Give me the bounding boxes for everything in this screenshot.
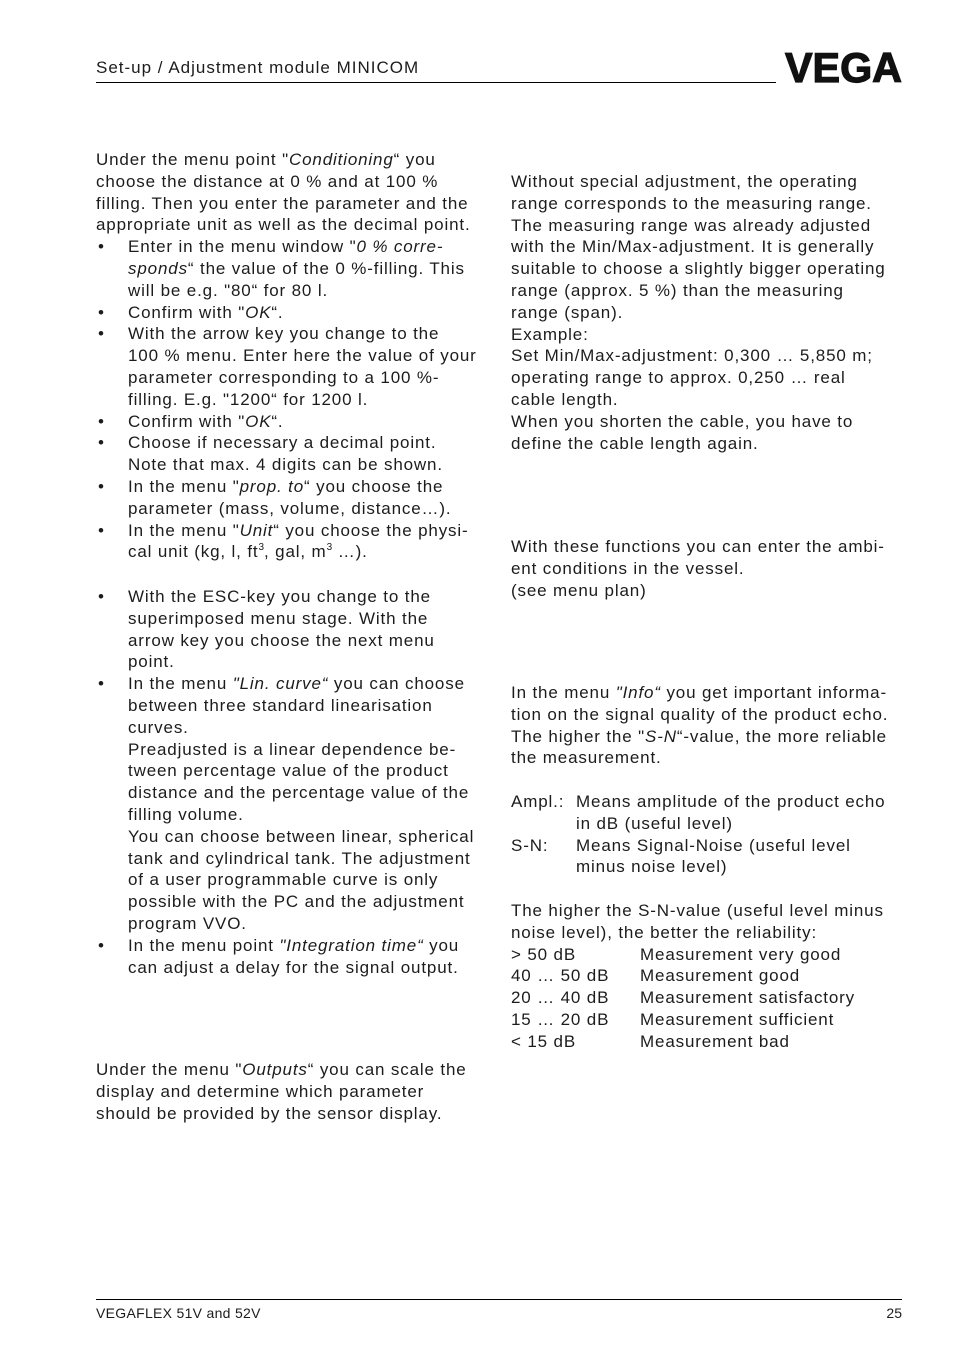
- menu-navigation-section: [96, 586, 486, 978]
- emphasized-term: "Integration time“: [279, 935, 424, 955]
- emphasized-term: "Info“: [615, 683, 661, 702]
- text-line: the measurement.: [511, 748, 662, 768]
- text-line: program VVO.: [128, 913, 247, 933]
- info-paragraph: [511, 682, 911, 769]
- reliability-row: [511, 965, 911, 987]
- bullet-marker: •: [98, 324, 105, 344]
- text-run: Confirm with ": [128, 302, 246, 322]
- signal-definitions: [511, 791, 911, 878]
- emphasized-term: OK: [245, 411, 272, 431]
- reliability-rating: Measurement sufficient: [640, 1009, 835, 1029]
- text-run: you: [423, 935, 460, 955]
- bullet-marker: •: [98, 302, 105, 322]
- text-run: In the menu point: [128, 935, 280, 955]
- vega-logo: [785, 44, 903, 91]
- emphasized-term: S-N: [645, 726, 677, 746]
- emphasized-term: Conditioning: [288, 150, 394, 169]
- text-line: [128, 411, 486, 433]
- example-label: [511, 324, 911, 346]
- text-line: range corresponds to the measuring range.: [511, 193, 872, 213]
- info-section: [511, 682, 911, 769]
- definition-row: [511, 835, 911, 879]
- text-line: define the cable length again.: [511, 433, 759, 453]
- text-run: , gal, m: [264, 542, 327, 562]
- text-line: ent conditions in the vessel.: [511, 558, 745, 578]
- reliability-table: [511, 944, 911, 1053]
- reliability-row: [511, 1031, 911, 1053]
- text-line: [511, 682, 911, 704]
- text-line: cable length.: [511, 389, 619, 409]
- text-line: tion on the signal quality of the product echo.: [511, 704, 889, 724]
- text-line: tween percentage value of the product: [128, 761, 449, 781]
- text-line: [128, 476, 486, 498]
- text-line: appropriate unit as well as the decimal point.: [96, 215, 471, 235]
- text-run: “-value, the more reliable: [676, 726, 887, 746]
- bullet-marker: •: [98, 587, 105, 606]
- text-line: Set Min/Max-adjustment: 0,300 … 5,850 m;: [511, 346, 873, 366]
- text-run: “ the value of the 0 %-filling. This: [187, 258, 465, 278]
- bullet-item: [96, 236, 486, 301]
- text-line: distance and the percentage value of the: [128, 783, 470, 803]
- text-line: operating range to approx. 0,250 … real: [511, 368, 846, 388]
- header-rule: [96, 82, 776, 83]
- product-name: VEGAFLEX 51V and 52V: [96, 1305, 261, 1321]
- text-line: [128, 673, 486, 695]
- definition-text: [576, 791, 911, 835]
- text-run: “ you: [393, 150, 436, 169]
- text-line: Note that max. 4 digits can be shown.: [128, 455, 443, 475]
- db-range: 40 … 50 dB: [511, 966, 610, 986]
- db-range: > 50 dB: [511, 944, 577, 964]
- operating-range-paragraph: [511, 171, 911, 324]
- reliability-rating: Measurement very good: [640, 944, 842, 964]
- text-run: The higher the ": [511, 726, 645, 746]
- text-line: minus noise level): [576, 857, 728, 877]
- bullet-text: [128, 935, 486, 979]
- reliability-rating: Measurement bad: [640, 1031, 790, 1051]
- ambient-conditions-section: [511, 536, 911, 601]
- text-line: between three standard linearisation: [128, 695, 433, 715]
- bullet-item: [96, 520, 486, 564]
- text-run: cal unit (kg, l, ft: [128, 542, 259, 562]
- text-line: choose the distance at 0 % and at 100 %: [96, 171, 439, 191]
- text-line: [96, 1059, 486, 1081]
- bullet-marker: •: [98, 520, 105, 540]
- bullet-item: [96, 432, 486, 476]
- text-line: range (span).: [511, 302, 624, 322]
- reliability-rating: Measurement satisfactory: [640, 988, 856, 1008]
- text-line: 100 % menu. Enter here the value of your: [128, 346, 477, 366]
- text-line: The higher the S-N-value (useful level minus: [511, 901, 884, 920]
- logo-wordmark: VEGA: [785, 44, 902, 91]
- db-range: 15 … 20 dB: [511, 1009, 610, 1029]
- text-line: point.: [128, 652, 175, 672]
- text-line: [128, 302, 486, 324]
- reliability-row: [511, 987, 911, 1009]
- definition-term: S-N:: [511, 835, 549, 855]
- text-run: Under the menu point ": [96, 150, 289, 169]
- definition-term: Ampl.:: [511, 792, 565, 811]
- text-line: Means amplitude of the product echo: [576, 792, 886, 811]
- text-line: will be e.g. "80“ for 80 l.: [128, 280, 329, 300]
- reliability-intro: [511, 900, 911, 944]
- conditioning-section: [96, 149, 486, 563]
- db-range: < 15 dB: [511, 1031, 577, 1051]
- operating-range-section: [511, 171, 911, 454]
- text-run: In the menu ": [128, 520, 240, 540]
- bullet-item: [96, 323, 486, 410]
- bullet-item: [96, 411, 486, 433]
- text-run: “.: [271, 411, 284, 431]
- text-line: filling volume.: [128, 804, 244, 824]
- text-line: [511, 726, 911, 748]
- text-line: Without special adjustment, the operating: [511, 172, 858, 191]
- bullet-text: [128, 323, 486, 410]
- bullet-text: [128, 520, 486, 564]
- text-run: “.: [271, 302, 284, 322]
- text-run: “ you can scale the: [307, 1060, 467, 1079]
- text-run: In the menu ": [128, 476, 240, 496]
- text-run: In the menu: [511, 683, 616, 702]
- text-line: can adjust a delay for the signal output.: [128, 957, 459, 977]
- definition-text: [576, 835, 911, 879]
- bullet-text: [128, 236, 486, 301]
- text-line: superimposed menu stage. With the: [128, 608, 429, 628]
- text-line: With the ESC-key you change to the: [128, 587, 431, 606]
- text-line: With these functions you can enter the ambi-: [511, 537, 885, 556]
- text-line: filling. E.g. "1200“ for 1200 l.: [128, 389, 369, 409]
- bullet-text: [128, 411, 486, 433]
- emphasized-term: OK: [245, 302, 272, 322]
- text-line: noise level), the better the reliability:: [511, 922, 818, 942]
- text-line: With the arrow key you change to the: [128, 324, 440, 344]
- text-line: [128, 935, 486, 957]
- text-run: Under the menu ": [96, 1060, 243, 1079]
- text-line: [128, 258, 486, 280]
- bullet-marker: •: [98, 674, 105, 694]
- bullet-item: [96, 673, 486, 935]
- bullet-marker: •: [98, 935, 105, 955]
- reliability-section: [511, 900, 911, 1053]
- text-line: suitable to choose a slightly bigger operating: [511, 259, 886, 279]
- text-line: Preadjusted is a linear dependence be-: [128, 739, 457, 759]
- db-range: 20 … 40 dB: [511, 988, 610, 1008]
- bullet-item: [96, 476, 486, 520]
- text-run: Confirm with ": [128, 411, 246, 431]
- text-line: [128, 236, 486, 258]
- text-line: [96, 149, 486, 171]
- text-line: filling. Then you enter the parameter and the: [96, 193, 469, 213]
- superscript: 3: [326, 542, 333, 554]
- text-run: you can choose: [328, 674, 465, 694]
- bullet-marker: •: [98, 237, 105, 257]
- bullet-text: [128, 432, 486, 476]
- bullet-marker: •: [98, 411, 105, 431]
- emphasized-term: Outputs: [242, 1060, 308, 1079]
- emphasized-term: prop. to: [239, 476, 305, 496]
- outputs-section: [96, 1059, 486, 1124]
- bullet-marker: •: [98, 433, 105, 453]
- text-line: curves.: [128, 717, 189, 737]
- text-line: tank and cylindrical tank. The adjustment: [128, 848, 471, 868]
- text-line: parameter corresponding to a 100 %-: [128, 367, 440, 387]
- header-title: Set-up / Adjustment module MINICOM: [96, 58, 420, 77]
- text-line: Choose if necessary a decimal point.: [128, 433, 437, 453]
- example-paragraph: [511, 345, 911, 410]
- text-line: display and determine which parameter: [96, 1081, 425, 1101]
- text-line: The measuring range was already adjusted: [511, 215, 872, 235]
- text-line: possible with the PC and the adjustment: [128, 892, 465, 912]
- text-line: range (approx. 5 %) than the measuring: [511, 280, 844, 300]
- text-line: When you shorten the cable, you have to: [511, 411, 854, 431]
- text-line: parameter (mass, volume, distance…).: [128, 498, 452, 518]
- emphasized-term: 0 % corre-: [356, 237, 444, 257]
- page-number: 25: [886, 1305, 902, 1321]
- text-run: …).: [332, 542, 368, 562]
- bullet-text: [128, 673, 486, 935]
- text-line: (see menu plan): [511, 580, 647, 600]
- bullet-item: [96, 302, 486, 324]
- superscript: 3: [258, 542, 265, 554]
- reliability-rating: Measurement good: [640, 966, 801, 986]
- bullet-marker: •: [98, 476, 105, 496]
- ambient-conditions-paragraph: [511, 536, 911, 601]
- text-line: Means Signal-Noise (useful level: [576, 835, 851, 855]
- bullet-item: [96, 586, 486, 673]
- outputs-paragraph: [96, 1059, 486, 1124]
- bullet-item: [96, 935, 486, 979]
- emphasized-term: "Lin. curve“: [232, 674, 329, 694]
- footer-rule: [96, 1299, 902, 1300]
- text-line: with the Min/Max-adjustment. It is generally: [511, 237, 875, 257]
- text-line: arrow key you choose the next menu: [128, 630, 435, 650]
- emphasized-term: Unit: [239, 520, 274, 540]
- text-line: Example:: [511, 324, 589, 344]
- text-line: [128, 541, 486, 563]
- emphasized-term: sponds: [128, 258, 188, 278]
- text-run: “ you choose the physi-: [273, 520, 469, 540]
- menu-navigation-steps: [96, 586, 486, 978]
- reliability-row: [511, 944, 911, 966]
- cable-length-note: [511, 411, 911, 455]
- text-line: of a user programmable curve is only: [128, 870, 439, 890]
- definition-row: [511, 791, 911, 835]
- text-line: should be provided by the sensor display.: [96, 1103, 443, 1123]
- conditioning-steps: [96, 236, 486, 563]
- reliability-row: [511, 1009, 911, 1031]
- text-run: you get important informa-: [660, 683, 887, 702]
- bullet-text: [128, 302, 486, 324]
- bullet-text: [128, 586, 486, 673]
- text-line: You can choose between linear, spherical: [128, 826, 475, 846]
- text-run: In the menu: [128, 674, 233, 694]
- text-line: in dB (useful level): [576, 813, 733, 833]
- text-line: [128, 520, 486, 542]
- text-run: “ you choose the: [304, 476, 444, 496]
- bullet-text: [128, 476, 486, 520]
- conditioning-intro: [96, 149, 486, 236]
- text-run: Enter in the menu window ": [128, 237, 357, 257]
